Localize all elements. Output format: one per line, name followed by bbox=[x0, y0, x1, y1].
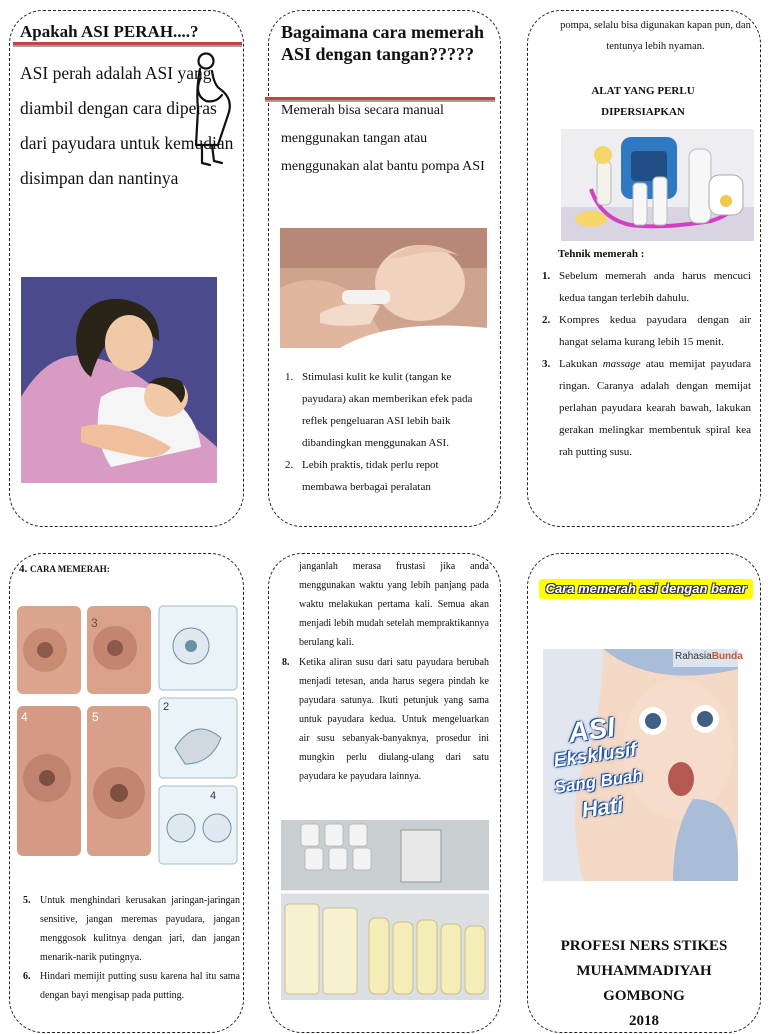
expression-steps-illustration: 3 4 5 2 4 bbox=[15, 598, 240, 868]
refrigerator-breastmilk-storage-image bbox=[281, 820, 489, 1000]
breastfeeding-mother-image bbox=[21, 277, 217, 483]
list-item: 1. Sebelum memerah anda harus mencuci kedua tangan terlebih dahulu. bbox=[542, 270, 751, 304]
panel5-continuation: janganlah merasa frustasi jika anda menggunakan waktu yang lebih panjang pada waktu melakukan pertama kali. Semua akan menjadi lebih mudah setelah mempraktikannya berulang kali. bbox=[299, 561, 489, 648]
panel3-continuation: pompa, selalu bisa digunakan kapan pun, dan tentunya lebih nyaman. bbox=[560, 20, 751, 52]
list-item: 2. Kompres kedua payudara dengan air hangat selama kurang lebih 15 menit. bbox=[542, 314, 751, 348]
poster-brand: RahasiaBunda bbox=[675, 651, 743, 662]
panel2-heading: Bagaimana cara memerah ASI dengan tangan????? bbox=[281, 22, 484, 64]
list-item: 2. Lebih praktis, tidak perlu repot membawa berbagai peralatan bbox=[285, 459, 439, 493]
institution-footer: PROFESI NERS STIKES MUHAMMADIYAH GOMBONG 2018 bbox=[560, 938, 728, 1029]
technique-steps-list bbox=[542, 265, 751, 463]
banner-title: Cara memerah asi dengan benar bbox=[545, 581, 747, 596]
panel-equipment-technique bbox=[527, 10, 761, 527]
panel-how-to-express-steps bbox=[9, 553, 244, 1033]
poster-slogan: ASI Eksklusif Sang Buah Hati bbox=[552, 711, 645, 823]
panel4-steps-list bbox=[23, 891, 240, 1005]
heading-underline bbox=[13, 42, 242, 47]
list-item: 3. Lakukan massage atau memijat payudara ringan. Caranya adalah dengan memijat perlahan payudara kearah bawah, lakukan gerakan melingkar membentuk spiral kea rah putting susu. bbox=[542, 358, 751, 458]
banner-highlight bbox=[539, 579, 753, 599]
panel1-heading: Apakah ASI PERAH....? bbox=[20, 22, 199, 41]
panel1-body: ASI perah adalah ASI yang diambil dengan cara diperas dari payudara untuk kemudian disimpan dan nantinya bbox=[20, 63, 234, 188]
list-item: 5. Untuk menghindari kerusakan jaringan-jaringan sensitive, jangan meremas payudara, jangan menggosok kulitnya dengan jari, dan jangan menarik-narik putingnya. bbox=[23, 895, 240, 963]
list-item: 8. Ketika aliran susu dari satu payudara berubah menjadi tetesan, anda harus segera pindah ke payudara satunya. Ikuti petunjuk yang sama untuk payudara kedua. Untuk mengeluarkan air susu sebanyak-banyaknya, prosedur ini mungkin perlu diulang-ulang dari satu payudara ke payudara lainnya. bbox=[282, 657, 489, 782]
panel5-steps-list bbox=[282, 653, 489, 786]
panel2-benefits-list bbox=[285, 366, 484, 498]
panel-what-is-asi-perah bbox=[9, 10, 244, 527]
panel-continued-steps bbox=[268, 553, 501, 1033]
pregnant-woman-icon bbox=[186, 49, 238, 167]
panel2-intro: Memerah bisa secara manual menggunakan tangan atau menggunakan alat bantu pompa ASI bbox=[281, 103, 485, 174]
panel-cover bbox=[527, 553, 761, 1033]
list-item: 1. Stimulasi kulit ke kulit (tangan ke payudara) akan memberikan efek pada reflek pengeluaran ASI lebih baik dibandingkan menggunakan ASI. bbox=[285, 371, 473, 449]
asi-eksklusif-poster-image bbox=[543, 649, 743, 881]
breast-pump-equipment-image bbox=[561, 129, 754, 241]
tools-heading: ALAT YANG PERLU DIPERSIAPKAN bbox=[591, 85, 695, 118]
panel-how-to-express bbox=[268, 10, 501, 527]
baby-drinking-image bbox=[280, 228, 487, 348]
technique-heading: Tehnik memerah : bbox=[558, 248, 645, 260]
list-item: 6. Hindari memijit putting susu karena hal itu sama dengan bayi mengisap pada putting. bbox=[23, 971, 240, 1001]
cara-memerah-heading: 4. CARA MEMERAH: bbox=[19, 563, 110, 575]
